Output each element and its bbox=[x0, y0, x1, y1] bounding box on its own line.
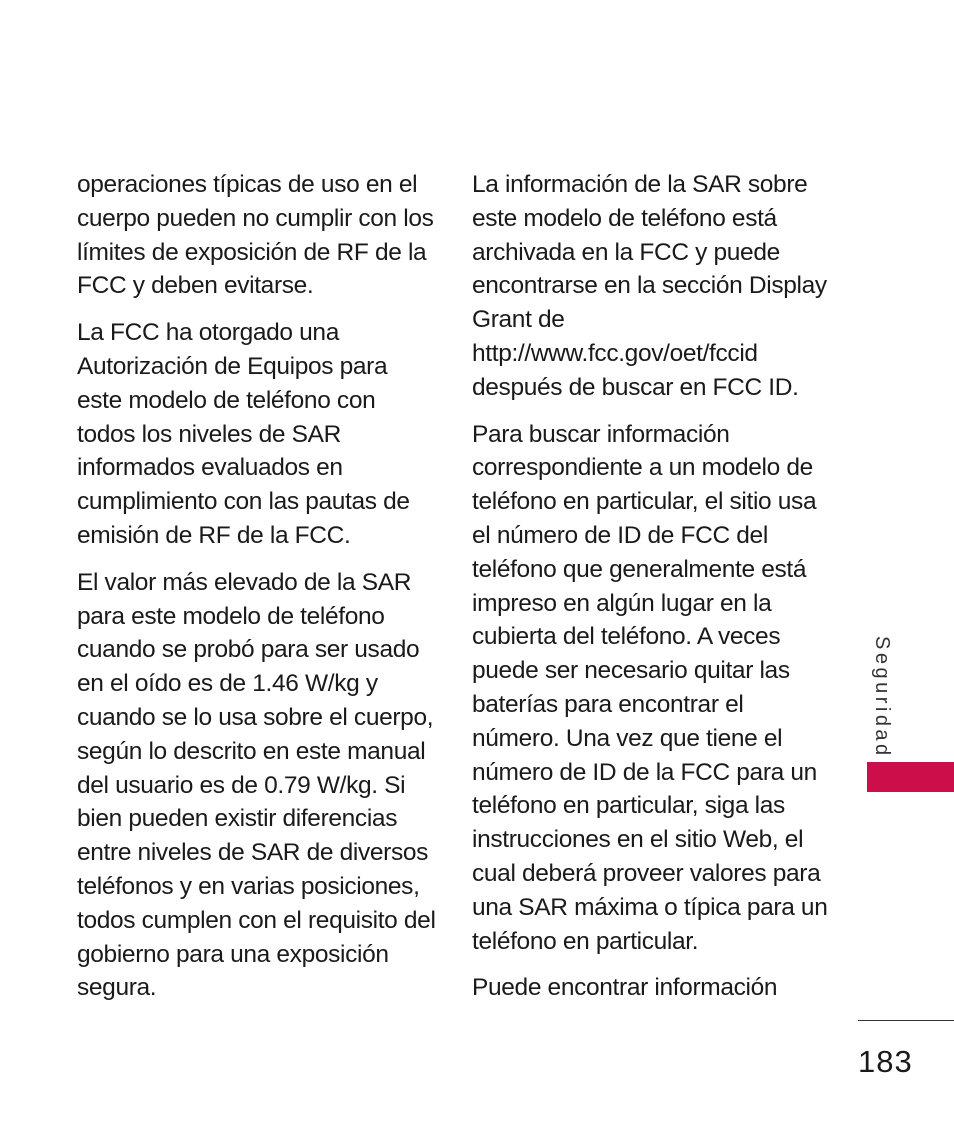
section-tab bbox=[867, 762, 954, 792]
paragraph-body-use: operaciones típicas de uso en el cuerpo pueden no cumplir con los límites de exposición de RF de la FCC y deben evitarse. bbox=[77, 171, 434, 300]
paragraph-sar-info: La información de la SAR sobre este modelo de teléfono está archivada en la FCC y puede encontrarse en la sección Display Grant de http://www.fcc.gov/oet/fccid después de buscar en FCC ID. bbox=[472, 171, 827, 401]
right-text-column bbox=[472, 168, 832, 1018]
paragraph-sar-values: El valor más elevado de la SAR para este modelo de teléfono cuando se probó para ser usado en el oído es de 1.46 W/kg y cuando se lo usa sobre el cuerpo, según lo descrito en este manual del usuario es de 0.79 W/kg. Si bien pueden existir diferencias entre niveles de SAR de diversos teléfonos y en varias posiciones, todos cumplen con el requisito del gobierno para una exposición segura. bbox=[77, 568, 436, 1002]
paragraph-equipment-authorization: La FCC ha otorgado una Autorización de Equipos para este modelo de teléfono con todos los niveles de SAR informados evaluados en cumplimiento con las pautas de emisión de RF de la FCC. bbox=[77, 319, 410, 549]
page-number: 183 bbox=[858, 1044, 913, 1079]
paragraph-more-info: Puede encontrar información bbox=[472, 974, 778, 1002]
paragraph-fcc-id-search: Para buscar información correspondiente a un modelo de teléfono en particular, el sitio usa el número de ID de FCC del teléfono que generalmente está impreso en algún lugar en la cubierta del teléfono. A veces puede ser necesario quitar las baterías para encontrar el número. Una vez que tiene el número de ID de la FCC para un teléfono en particular, siga las instrucciones en el sitio Web, el cual deberá proveer valores para una SAR máxima o típica para un teléfono en particular. bbox=[472, 420, 828, 955]
left-text-column bbox=[77, 168, 437, 1018]
section-label: Seguridad bbox=[871, 636, 893, 759]
footer-divider bbox=[858, 1020, 954, 1021]
